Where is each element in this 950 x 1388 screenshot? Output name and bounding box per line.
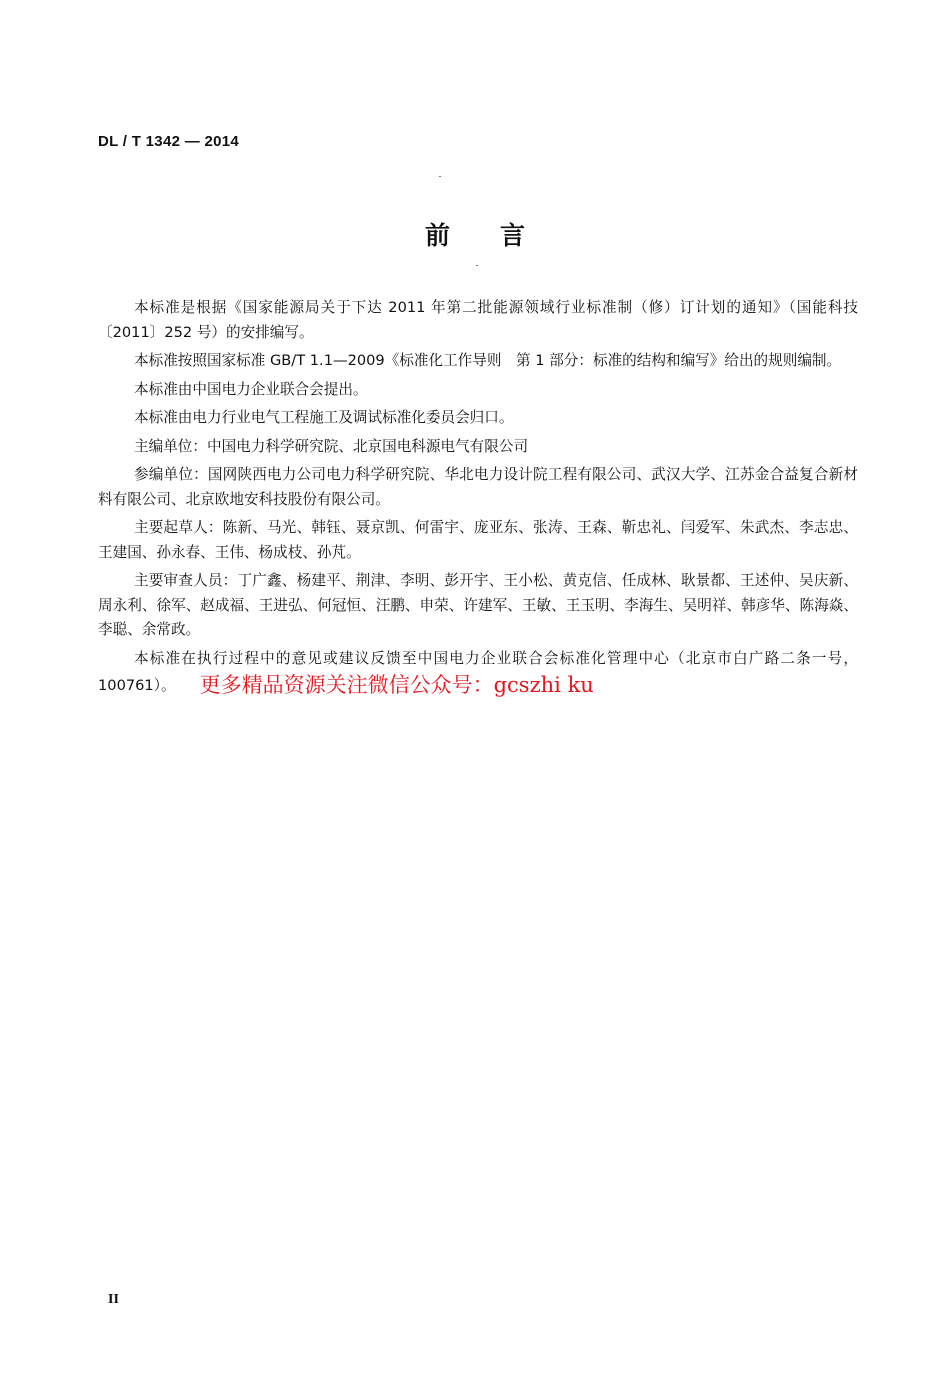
feedback-text: 本标准在执行过程中的意见或建议反馈至中国电力企业联合会标准化管理中心（北京市白广路二条一号，100761）。 [98,649,858,694]
page-number: II [108,1292,119,1307]
paragraph-drafters: 主要起草人：陈新、马光、韩钰、聂京凯、何雷宇、庞亚东、张涛、王森、靳忠礼、闫爱军、朱武杰、李志忠、王建国、孙永春、王伟、杨成枝、孙芃。 [98,519,858,561]
paragraph-reviewers: 主要审查人员：丁广鑫、杨建平、荆津、李明、彭开宇、王小松、黄克信、任成林、耿景都、王述仲、吴庆新、周永利、徐军、赵成福、王进弘、何冠恒、汪鹏、申荣、许建军、王敏、王玉明、李海生、吴明祥、韩彦华、陈海焱、李聪、余常政。 [98,572,858,638]
foreword-body [98,296,858,703]
watermark-notice: 更多精品资源关注微信公众号：gcszhi ku [199,673,594,697]
paragraph-participating-units: 参编单位：国网陕西电力公司电力科学研究院、华北电力设计院工程有限公司、武汉大学、江苏金合益复合新材料有限公司、北京欧地安科技股份有限公司。 [98,466,858,508]
scan-speck [476,265,478,266]
paragraph-chief-units: 主编单位：中国电力科学研究院、北京国电科源电气有限公司 [134,437,529,455]
paragraph-drafting-rules: 本标准按照国家标准 GB/T 1.1—2009《标准化工作导则 第 1 部分：标准的结构和编写》给出的规则编制。 [134,352,842,369]
document-code: DL / T 1342 — 2014 [98,133,240,150]
paragraph-plan-source: 本标准是根据《国家能源局关于下达 2011 年第二批能源领域行业标准制（修）订计划的通知》（国能科技〔2011〕252 号）的安排编写。 [98,299,858,341]
paragraph-committee: 本标准由电力行业电气工程施工及调试标准化委员会归口。 [134,409,514,426]
paragraph-proposer: 本标准由中国电力企业联合会提出。 [134,380,368,398]
paragraph-feedback [98,647,858,699]
page-title: 前言 [424,221,575,250]
scan-speck [439,176,441,177]
